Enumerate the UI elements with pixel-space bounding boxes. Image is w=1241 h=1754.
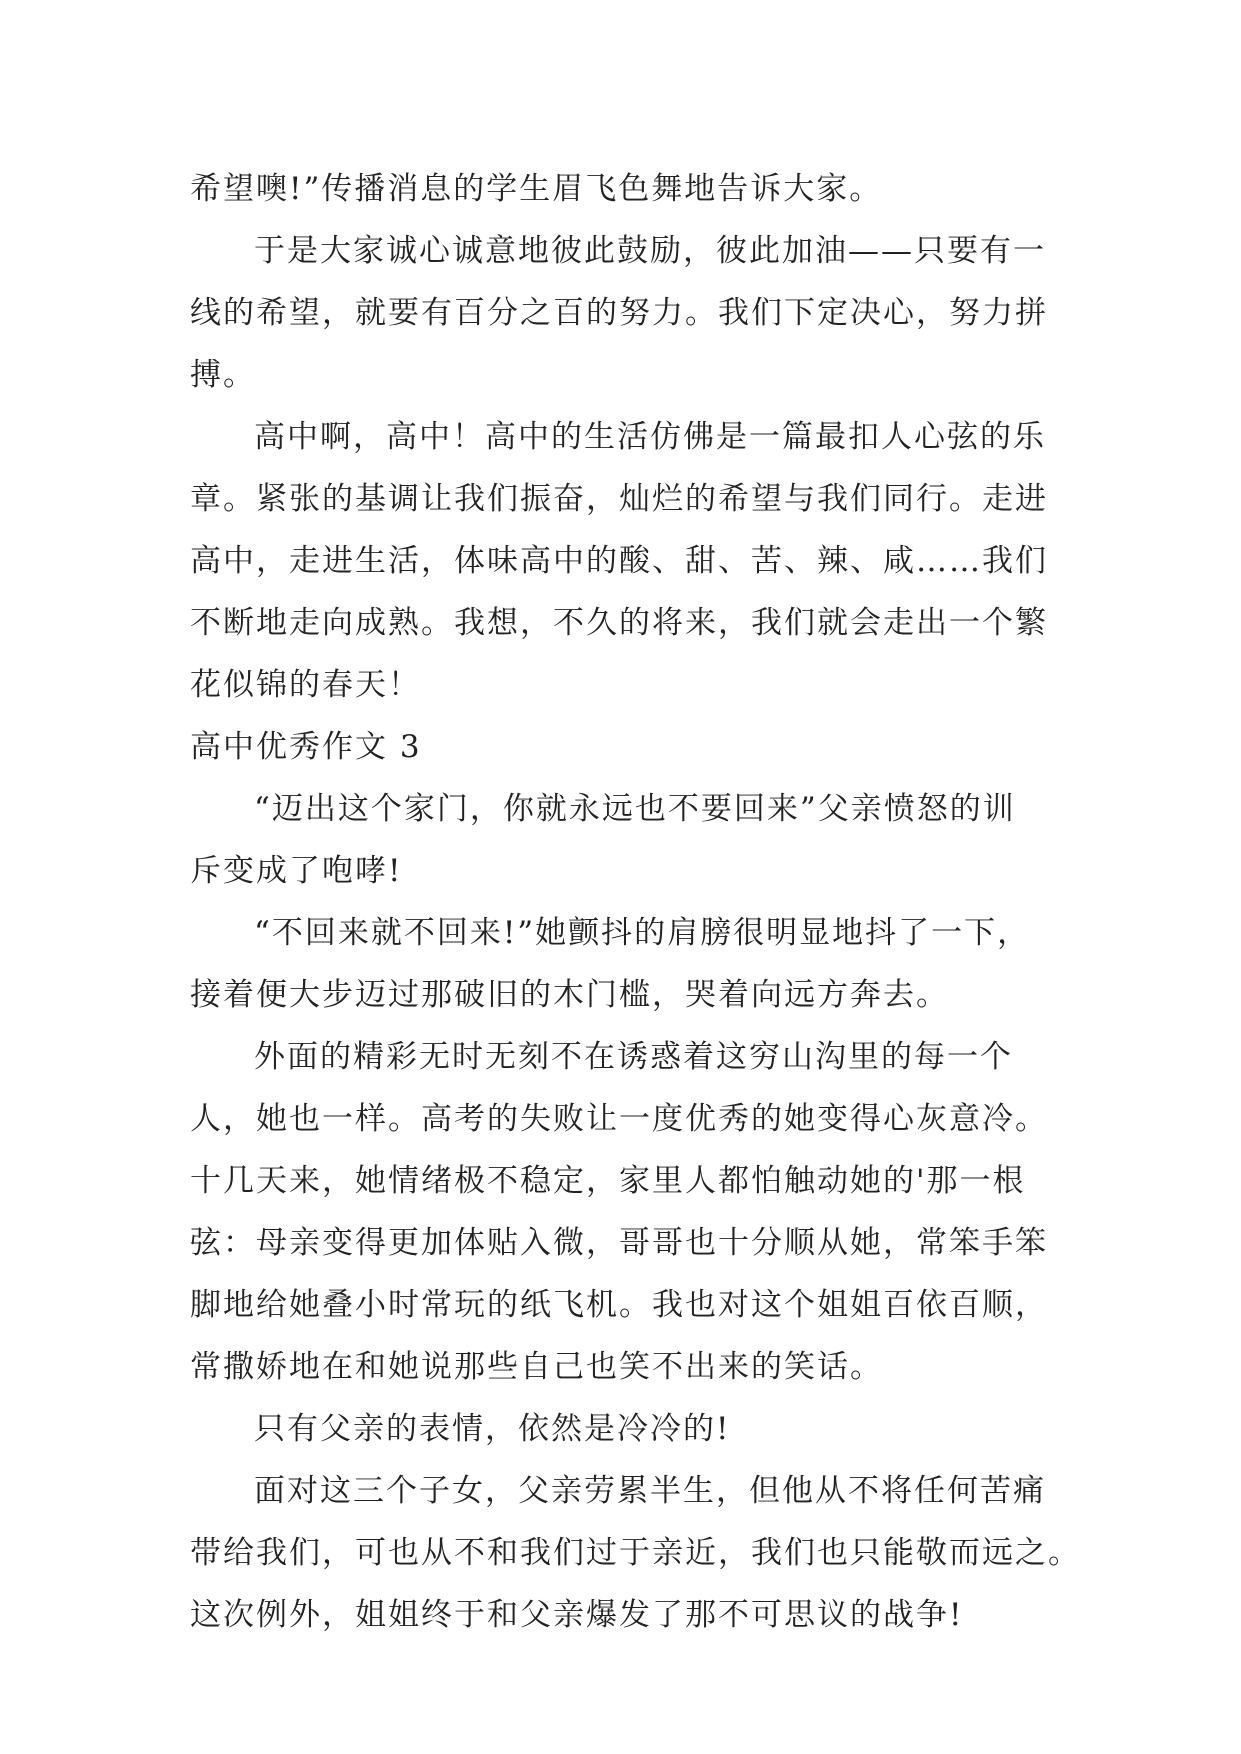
- essay-body: [190, 158, 1081, 1646]
- text-line: “不回来就不回来!”她颤抖的肩膀很明显地抖了一下，: [254, 915, 1031, 951]
- text-line: 于是大家诚心诚意地彼此鼓励，彼此加油——只要有一: [254, 233, 1046, 269]
- text-line: 只有父亲的表情，依然是冷冷的!: [254, 1411, 731, 1447]
- text-line: 人，她也一样。高考的失败让一度优秀的她变得心灰意冷。: [190, 1101, 1048, 1137]
- text-line: 搏。: [190, 357, 256, 393]
- text-line: 十几天来，她情绪极不稳定，家里人都怕触动她的'那一根: [190, 1163, 1026, 1199]
- text-line: “迈出这个家门，你就永远也不要回来”父亲愤怒的训: [254, 791, 1016, 827]
- text-line: 高中，走进生活，体味高中的酸、甜、苦、辣、咸……我们: [190, 543, 1048, 579]
- text-line: 斥变成了咆哮!: [190, 853, 403, 889]
- text-line: 高中啊，高中！高中的生活仿佛是一篇最扣人心弦的乐: [254, 419, 1046, 455]
- section-heading: 高中优秀作文 3: [190, 729, 422, 765]
- text-line: 花似锦的春天！: [190, 667, 421, 703]
- text-line: 弦：母亲变得更加体贴入微，哥哥也十分顺从她，常笨手笨: [190, 1225, 1048, 1261]
- text-line: 章。紧张的基调让我们振奋，灿烂的希望与我们同行。走进: [190, 481, 1048, 517]
- text-line: 不断地走向成熟。我想，不久的将来，我们就会走出一个繁: [190, 605, 1048, 641]
- text-line: 接着便大步迈过那破旧的木门槛，哭着向远方奔去。: [190, 977, 949, 1013]
- text-line: 希望噢!”传播消息的学生眉飞色舞地告诉大家。: [190, 171, 883, 207]
- text-line: 常撒娇地在和她说那些自己也笑不出来的笑话。: [190, 1349, 883, 1385]
- text-line: 带给我们，可也从不和我们过于亲近，我们也只能敬而远之。: [190, 1535, 1081, 1571]
- text-line: 线的希望，就要有百分之百的努力。我们下定决心，努力拼: [190, 295, 1048, 331]
- text-line: 这次例外，姐姐终于和父亲爆发了那不可思议的战争!: [190, 1597, 964, 1633]
- text-line: 面对这三个子女，父亲劳累半生，但他从不将任何苦痛: [254, 1473, 1046, 1509]
- text-line: 外面的精彩无时无刻不在诱惑着这穷山沟里的每一个: [254, 1039, 1013, 1075]
- text-line: 脚地给她叠小时常玩的纸飞机。我也对这个姐姐百依百顺，: [190, 1287, 1048, 1323]
